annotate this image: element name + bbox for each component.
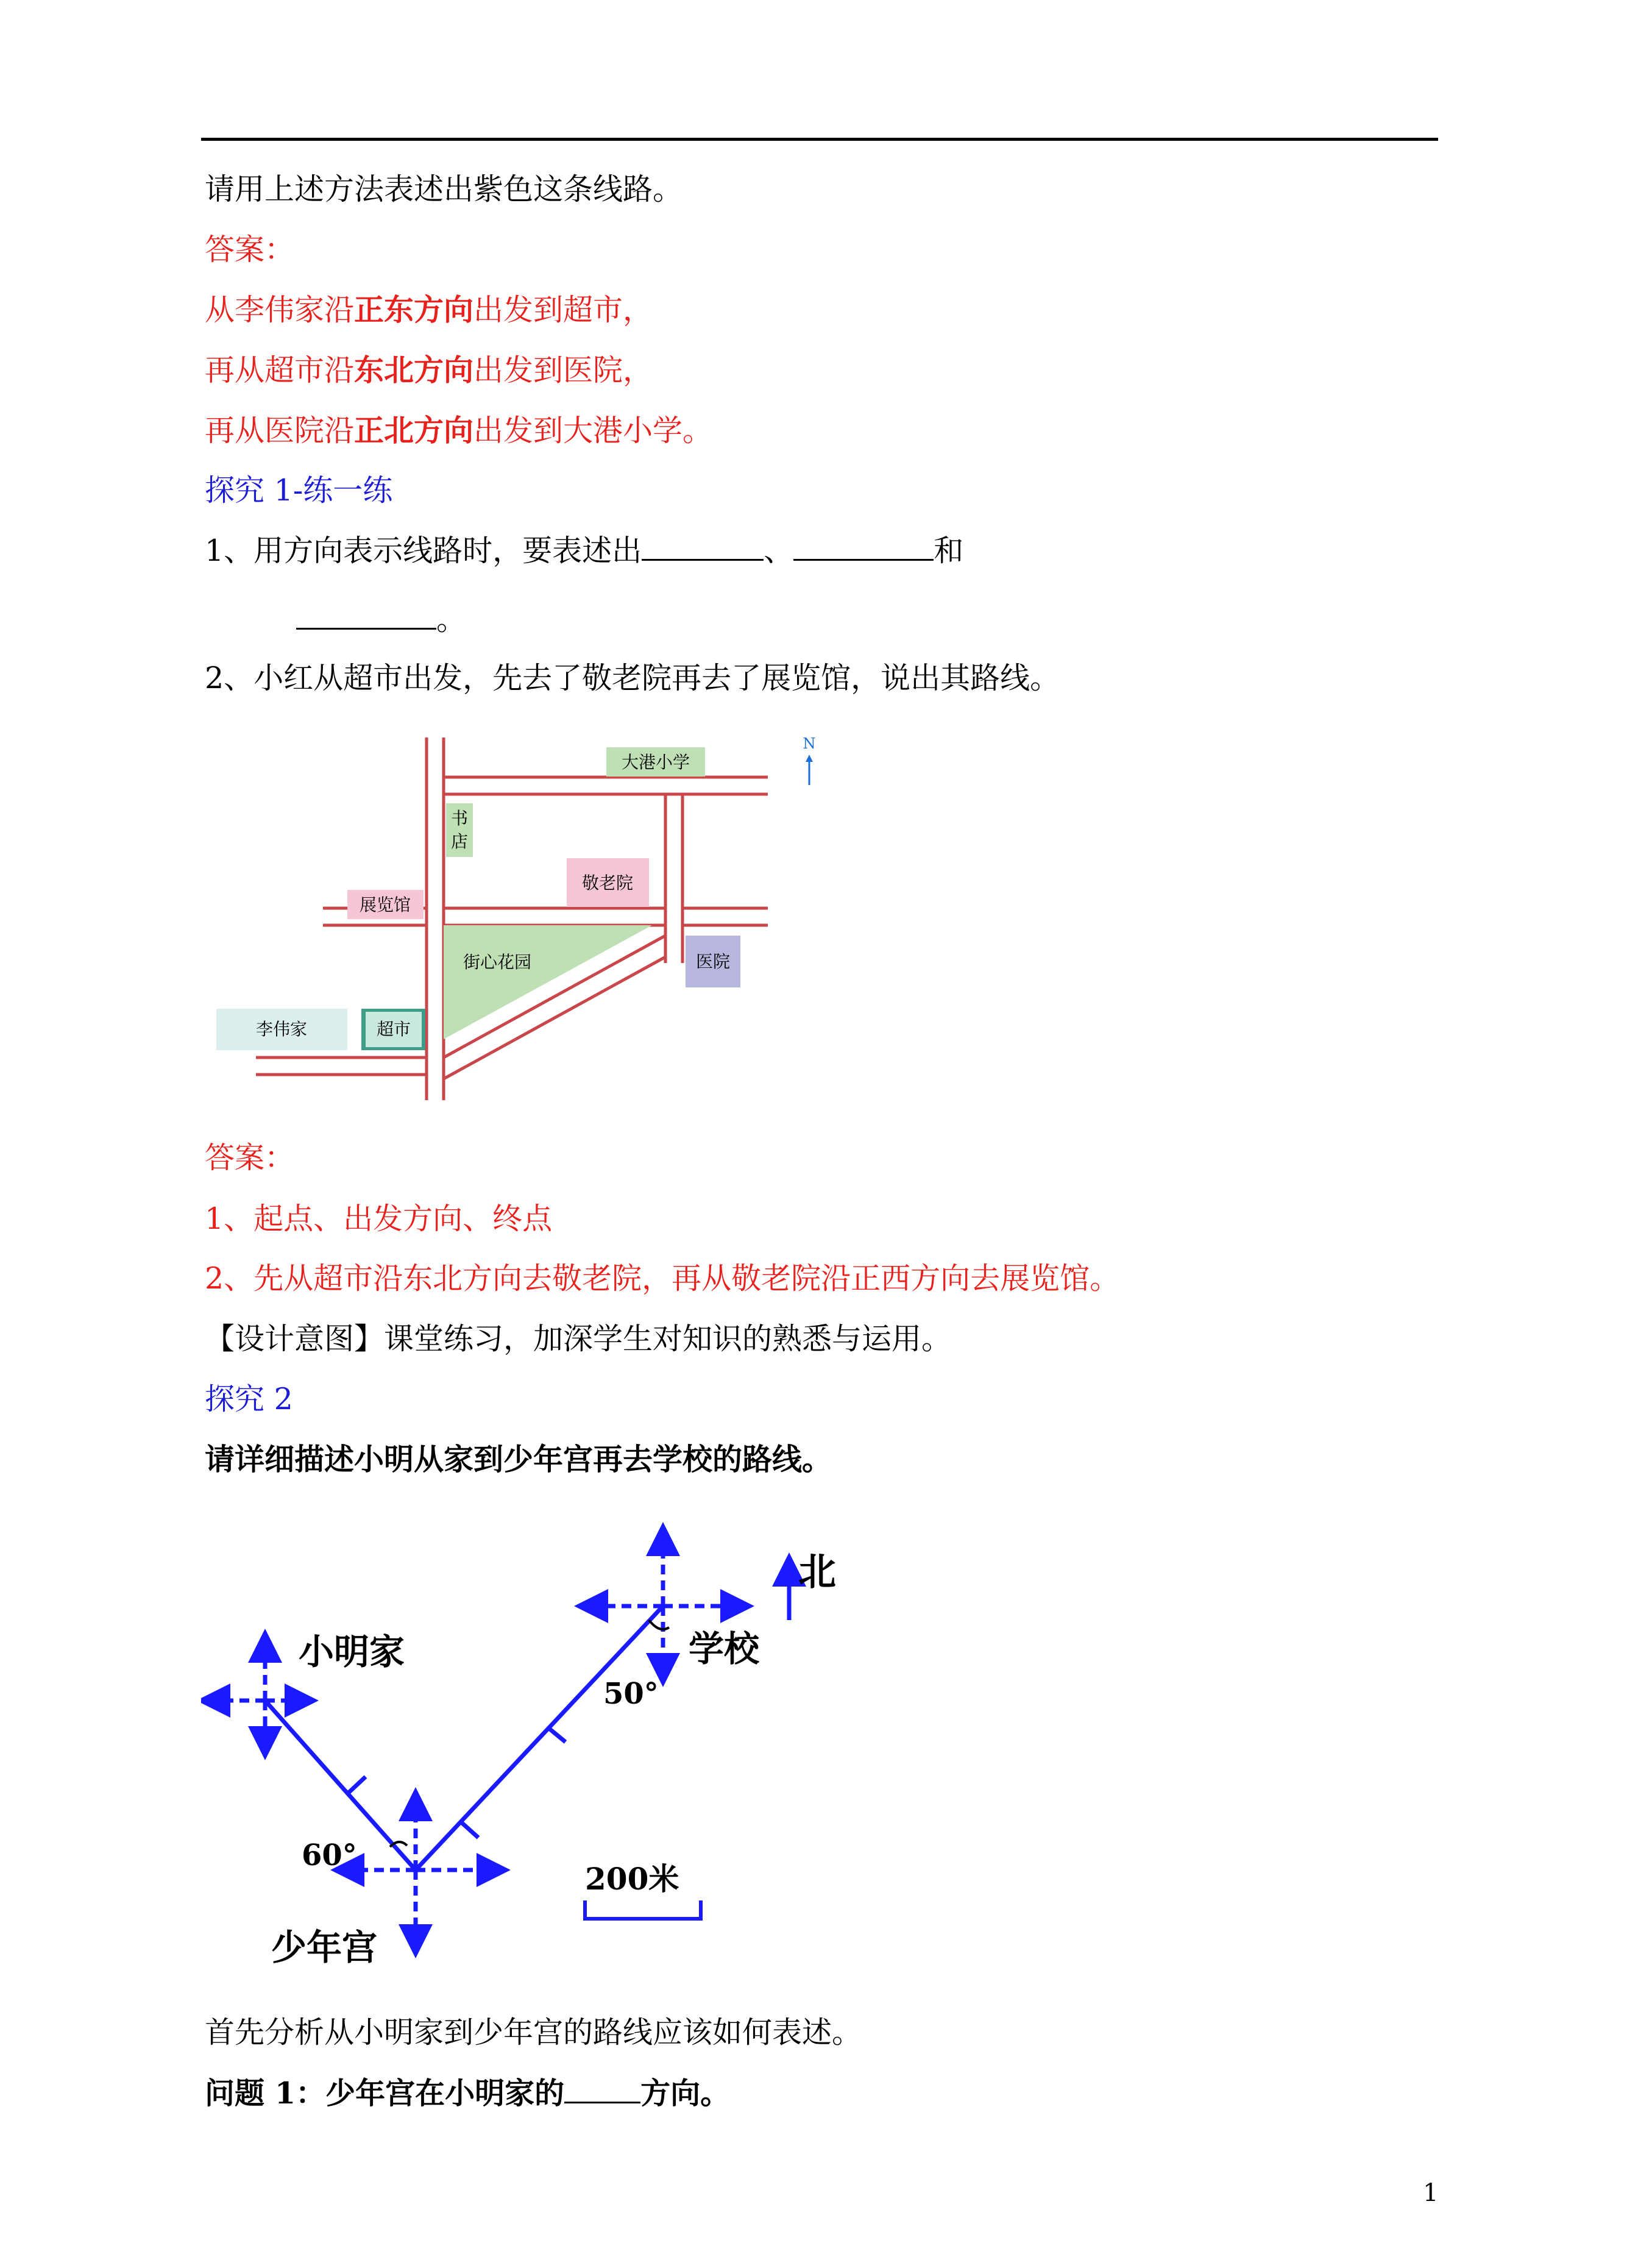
- nursing-home-label: 敬老院: [581, 873, 634, 893]
- analysis-line: 首先分析从小明家到少年宫的路线应该如何表述。: [205, 2015, 862, 2050]
- answer-2-line-2: 2、先从超市沿东北方向去敬老院，再从敬老院沿正西方向去展览馆。: [205, 1261, 1120, 1296]
- answer-line-3-post: 出发到大港小学。: [473, 413, 713, 448]
- dagang-school-label: 大港小学: [621, 752, 690, 772]
- angle-60-label: 60°: [302, 1838, 357, 1872]
- answer-line-2-pre: 再从超市沿: [205, 353, 355, 388]
- blank-direction: [564, 2076, 640, 2103]
- bookstore-label-1: 书: [450, 808, 469, 828]
- answer-line-2-direction: 东北方向: [354, 352, 474, 388]
- route-tick: [347, 1777, 366, 1794]
- angle-50-label: 50°: [603, 1677, 659, 1711]
- answer-line-1-pre: 从李伟家沿: [205, 293, 355, 327]
- route-palace-to-school: [416, 1606, 663, 1870]
- street-map: [201, 725, 859, 1103]
- scale-bar: [585, 1900, 701, 1919]
- question-1-text: 1、用方向表示线路时，要表述出: [205, 533, 642, 568]
- answer-line-1: [205, 291, 653, 329]
- answer-label-2: 答案：: [205, 1140, 295, 1175]
- answer-label: 答案：: [205, 232, 295, 267]
- home-label: 小明家: [299, 1631, 405, 1673]
- bookstore-label-2: 店: [450, 831, 469, 851]
- scale-label: 200米: [585, 1861, 679, 1897]
- palace-label: 少年宫: [271, 1927, 378, 1968]
- design-intent: 【设计意图】课堂练习，加深学生对知识的熟悉与运用。: [205, 1321, 952, 1356]
- answer-line-1-direction: 正东方向: [354, 292, 474, 327]
- answer-line-3: [205, 412, 712, 449]
- blank-3: [296, 602, 436, 630]
- answer-2-line-1: 1、起点、出发方向、终点: [205, 1201, 553, 1236]
- school-label: 学校: [689, 1628, 760, 1669]
- hospital-label: 医院: [695, 951, 731, 972]
- route-diagram: [201, 1518, 878, 1981]
- liwei-home-label: 李伟家: [255, 1019, 308, 1039]
- answer-line-2-post: 出发到医院，: [473, 353, 653, 388]
- header-rule: [201, 138, 1438, 141]
- exhibition-hall-label: 展览馆: [359, 895, 411, 915]
- angle-arc-50: [649, 1620, 669, 1629]
- question-1-end: 。: [436, 602, 467, 637]
- question-1-sep: 、: [764, 533, 794, 568]
- question-2: 2、小红从超市出发，先去了敬老院再去了展览馆，说出其路线。: [205, 661, 1060, 695]
- question-1-direction-pre: 问题 1：少年宫在小明家的: [205, 2075, 565, 2111]
- supermarket-label: 超市: [376, 1019, 411, 1039]
- blank-1: [642, 533, 764, 561]
- question-1-cont: [296, 602, 466, 638]
- north-letter: N: [803, 735, 816, 752]
- answer-line-3-direction: 正北方向: [354, 413, 474, 448]
- page-number: 1: [1423, 2179, 1439, 2207]
- route-tick: [548, 1728, 566, 1742]
- answer-line-3-pre: 再从医院沿: [205, 413, 355, 448]
- prompt-line: 请用上述方法表述出紫色这条线路。: [205, 172, 683, 207]
- task-2: 请详细描述小明从家到少年宫再去学校的路线。: [205, 1441, 832, 1477]
- section-title-explore-2: 探究 2: [205, 1382, 293, 1417]
- section-title-explore-1: 探究 1-练一练: [205, 473, 393, 508]
- question-1-and: 和: [934, 533, 964, 568]
- question-1-direction-post: 方向。: [640, 2075, 731, 2111]
- question-1-direction: [205, 2075, 730, 2111]
- blank-2: [793, 533, 934, 561]
- answer-line-1-post: 出发到超市，: [473, 293, 653, 327]
- north-arrowhead-icon: [806, 755, 813, 762]
- north-label: 北: [798, 1549, 837, 1594]
- garden-label: 街心花园: [463, 952, 532, 972]
- question-1: [205, 533, 963, 569]
- answer-line-2: [205, 352, 653, 389]
- route-tick: [460, 1821, 478, 1838]
- compass-palace: [347, 1804, 494, 1941]
